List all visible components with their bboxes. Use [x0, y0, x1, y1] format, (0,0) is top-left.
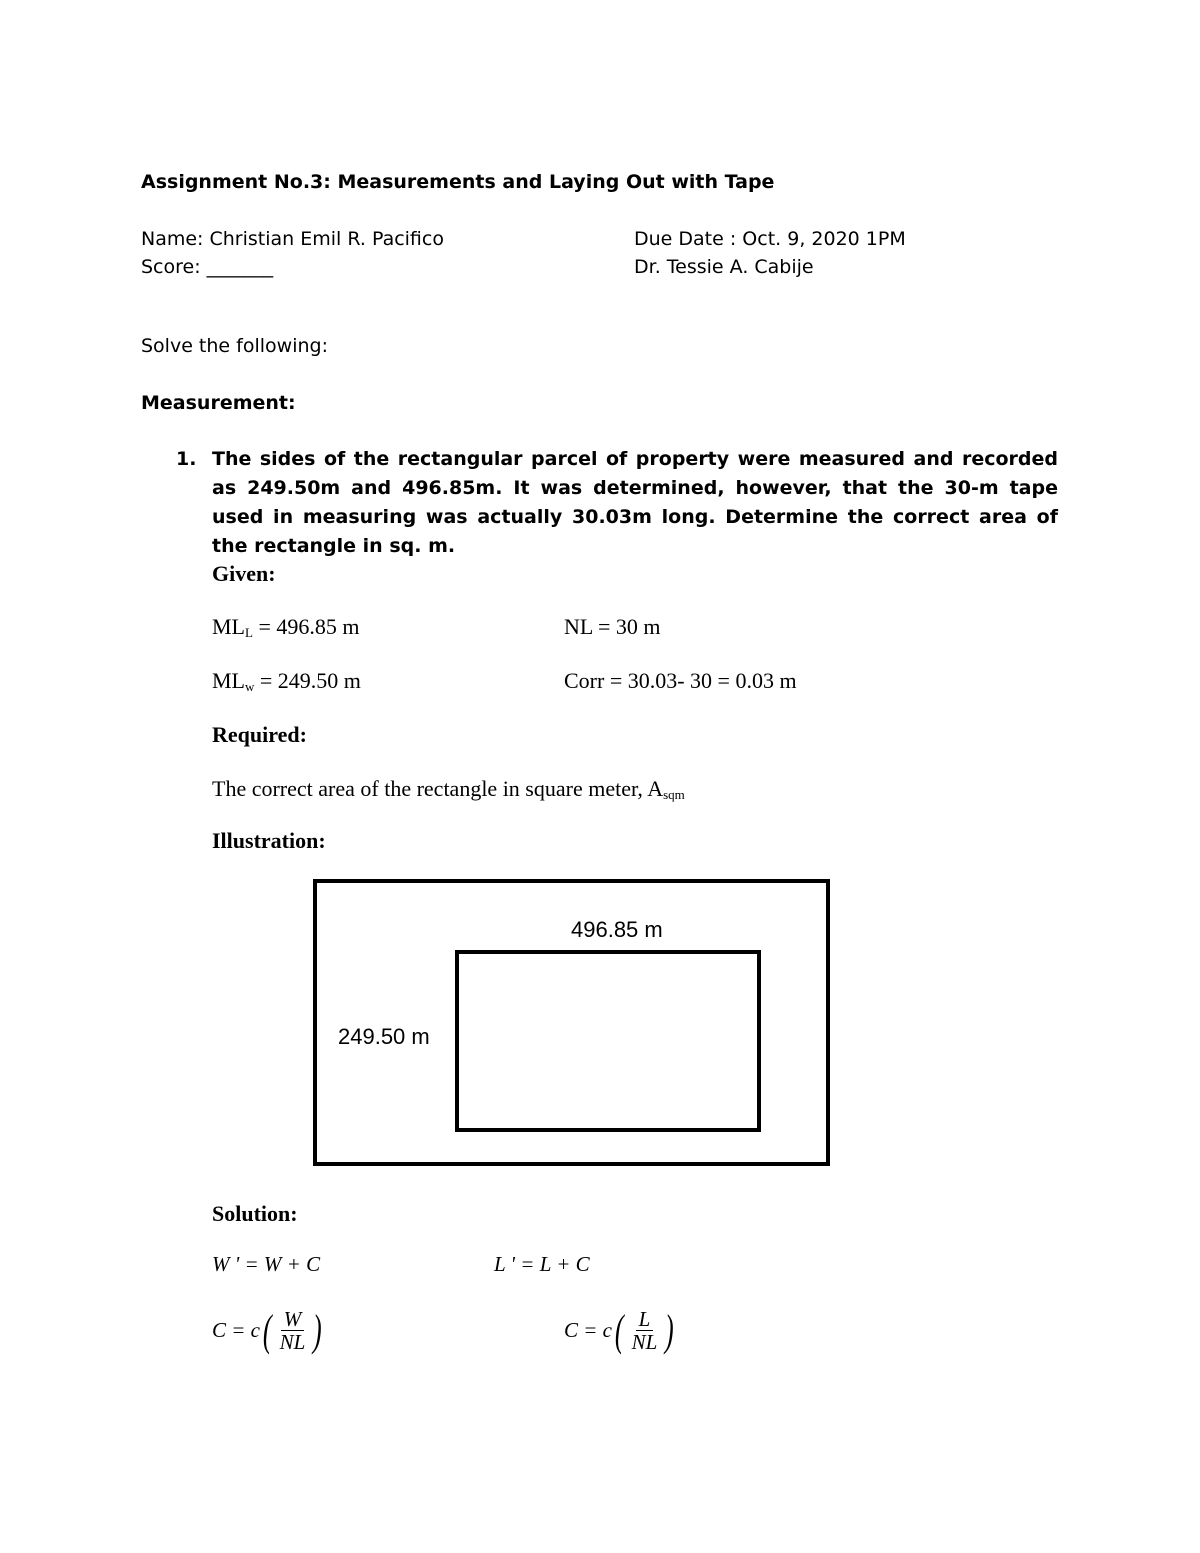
ml-width-prefix: ML — [212, 668, 245, 693]
left-paren: ( — [262, 1305, 272, 1355]
score-field: Score: _______ — [141, 256, 274, 278]
given-corr: Corr = 30.03- 30 = 0.03 m — [564, 668, 797, 693]
assignment-title: Assignment No.3: Measurements and Laying Out with Tape — [141, 171, 775, 193]
length-dimension-label: 496.85 m — [571, 917, 663, 942]
ml-length-prefix: ML — [212, 614, 245, 639]
given-ml-width — [212, 668, 361, 695]
illustration-label: Illustration: — [212, 828, 326, 853]
fraction-numerator: L — [636, 1308, 654, 1331]
ml-width-subscript: w — [245, 679, 255, 694]
problem-text: The sides of the rectangular parcel of property were measured and recorded as 249.50m and 496.85m. It was determined, however, that the 30-m tape used in measuring was actually 30.03m long. Determine the correct area of the rectangle in sq. m. — [212, 448, 1058, 557]
section-heading: Measurement: — [141, 392, 296, 414]
parcel-rectangle — [455, 950, 761, 1132]
c-width-lhs: C = c — [212, 1318, 260, 1342]
problem-number: 1. — [176, 448, 197, 470]
right-paren: ) — [313, 1305, 323, 1355]
right-paren: ) — [665, 1305, 675, 1355]
c-length-lhs: C = c — [564, 1318, 612, 1342]
required-text-subscript: sqm — [663, 787, 685, 802]
ml-width-value: = 249.50 m — [254, 668, 361, 693]
given-ml-length — [212, 614, 359, 641]
student-name: Name: Christian Emil R. Pacifico — [141, 228, 444, 250]
given-nl: NL = 30 m — [564, 614, 661, 639]
fraction-denominator: NL — [631, 1330, 658, 1354]
due-date: Due Date : Oct. 9, 2020 1PM — [634, 228, 906, 250]
fraction-l-over-nl — [629, 1308, 661, 1353]
instructor-name: Dr. Tessie A. Cabije — [634, 256, 814, 278]
fraction-w-over-nl — [277, 1308, 309, 1353]
equation-w-prime: W ' = W + C — [212, 1252, 321, 1276]
equation-c-width — [212, 1305, 325, 1355]
given-label: Given: — [212, 561, 276, 586]
left-paren: ( — [614, 1305, 624, 1355]
required-label: Required: — [212, 722, 307, 747]
width-dimension-label: 249.50 m — [338, 1024, 430, 1049]
ml-length-value: = 496.85 m — [252, 614, 360, 639]
equation-c-length — [564, 1305, 677, 1355]
required-text-main: The correct area of the rectangle in square meter, A — [212, 776, 664, 801]
fraction-numerator: W — [281, 1308, 305, 1331]
ml-length-subscript: L — [245, 625, 253, 640]
fraction-denominator: NL — [279, 1330, 306, 1354]
required-text — [212, 776, 685, 803]
instructions: Solve the following: — [141, 335, 328, 357]
equation-l-prime: L ' = L + C — [494, 1252, 590, 1276]
solution-label: Solution: — [212, 1201, 298, 1226]
